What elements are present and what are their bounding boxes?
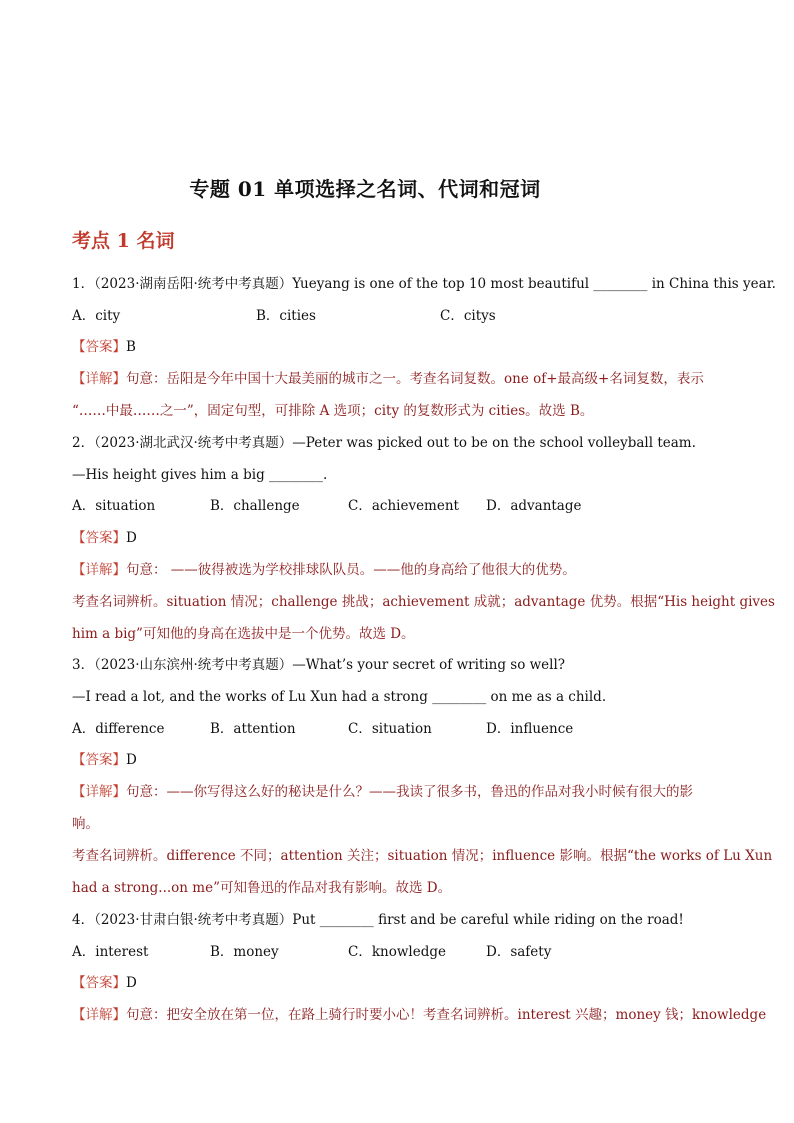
section-heading: 考点 1 名词 [72, 230, 175, 252]
question-3-detail-line-2: 响。 [72, 816, 99, 832]
question-1-option-c: C．citys [440, 308, 496, 324]
question-3-option-b: B．attention [210, 721, 296, 737]
question-4-answer: 【答案】D [72, 975, 137, 991]
question-4-detail: 【详解】句意：把安全放在第一位，在路上骑行时要小心！考查名词辨析。interest 兴趣；money 钱；knowledge [72, 1007, 767, 1023]
question-3-stem: 3．（2023·山东滨州·统考中考真题）—What’s your secret of writing so well? [72, 657, 566, 673]
question-2-stem: 2．（2023·湖北武汉·统考中考真题）—Peter was picked out to be on the school volleyball team. [72, 435, 696, 451]
question-2-option-a: A．situation [72, 498, 156, 514]
question-1-stem: 1．（2023·湖南岳阳·统考中考真题）Yueyang is one of the top 10 most beautiful ________ in China this year. [72, 276, 776, 292]
question-1-answer: 【答案】B [72, 339, 136, 355]
question-1-option-a: A．city [72, 308, 121, 324]
question-3-stem-line-2: —I read a lot, and the works of Lu Xun had a strong ________ on me as a child. [72, 689, 607, 705]
page-title: 专题 01 单项选择之名词、代词和冠词 [189, 177, 541, 201]
question-3-detail: 【详解】句意：——你写得这么好的秘诀是什么？——我读了很多书，鲁迅的作品对我小时候有很大的影 [72, 784, 693, 800]
question-3-option-d: D．influence [486, 721, 574, 737]
question-1-option-b: B．cities [256, 308, 316, 324]
question-4-option-a: A．interest [72, 944, 149, 960]
question-2-detail-line-2: 考查名词辨析。situation 情况；challenge 挑战；achievement 成就；advantage 优势。根据“His height gives [72, 594, 775, 610]
question-2-option-c: C．achievement [348, 498, 459, 514]
question-1-detail: 【详解】句意：岳阳是今年中国十大最美丽的城市之一。考查名词复数。one of+最高级+名词复数，表示 [72, 371, 704, 387]
question-4-option-b: B．money [210, 944, 279, 960]
question-2-option-d: D．advantage [486, 498, 582, 514]
question-4-option-c: C．knowledge [348, 944, 446, 960]
question-3-option-c: C．situation [348, 721, 432, 737]
question-2-detail-line-3: him a big”可知他的身高在选拔中是一个优势。故选 D。 [72, 626, 415, 642]
question-2-answer: 【答案】D [72, 530, 137, 546]
question-3-option-a: A．difference [72, 721, 165, 737]
question-4-stem: 4．（2023·甘肃白银·统考中考真题）Put ________ first and be careful while riding on the road! [72, 912, 684, 928]
question-4-option-d: D．safety [486, 944, 552, 960]
question-2-option-b: B．challenge [210, 498, 300, 514]
question-2-detail: 【详解】句意： ——彼得被选为学校排球队队员。——他的身高给了他很大的优势。 [72, 562, 576, 578]
question-3-detail-line-4: had a strong...on me”可知鲁迅的作品对我有影响。故选 D。 [72, 880, 452, 896]
question-3-detail-line-3: 考查名词辨析。difference 不同；attention 关注；situation 情况；influence 影响。根据“the works of Lu Xun [72, 848, 773, 864]
question-2-stem-line-2: —His height gives him a big ________. [72, 467, 328, 483]
question-1-detail-line-2: “……中最……之一”，固定句型，可排除 A 选项；city 的复数形式为 cities。故选 B。 [72, 403, 594, 419]
question-3-answer: 【答案】D [72, 752, 137, 768]
